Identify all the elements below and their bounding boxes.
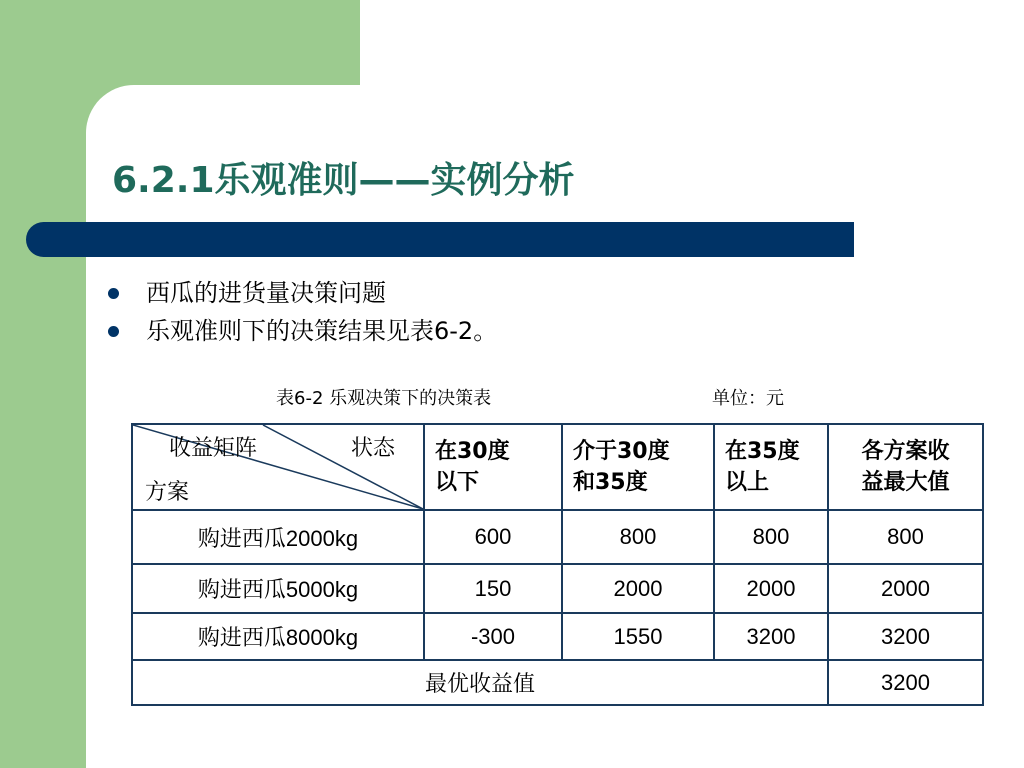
- table-row: [132, 510, 983, 564]
- table-cell: 150: [424, 564, 562, 613]
- table-header-cell: [424, 424, 562, 510]
- table-cell: 2000: [714, 564, 828, 613]
- header-line: 介于30度: [573, 439, 670, 464]
- slide-title: 6.2.1乐观准则——实例分析: [112, 160, 575, 201]
- table-cell: 3200: [828, 613, 983, 660]
- footer-value: 3200: [828, 660, 983, 705]
- header-line: 益最大值: [861, 470, 950, 495]
- header-line: 以下: [435, 470, 480, 495]
- table-caption: 表6-2 乐观决策下的决策表: [276, 388, 492, 409]
- table-header-cell: [714, 424, 828, 510]
- row-label: 购进西瓜5000kg: [132, 564, 424, 613]
- table-cell: 600: [424, 510, 562, 564]
- bullet-text: 乐观准则下的决策结果见表6-2。: [146, 317, 498, 345]
- footer-label: 最优收益值: [132, 660, 828, 705]
- row-label: 购进西瓜2000kg: [132, 510, 424, 564]
- table-header-cell: [562, 424, 714, 510]
- row-label: 购进西瓜8000kg: [132, 613, 424, 660]
- table-header-cell: [828, 424, 983, 510]
- decision-table-wrapper: [131, 423, 982, 704]
- header-line: 在30度: [435, 439, 510, 464]
- corner-matrix-label: 收益矩阵: [169, 436, 258, 461]
- bullet-text: 西瓜的进货量决策问题: [146, 279, 386, 307]
- table-footer-row: [132, 660, 983, 705]
- bullet-dot-icon: [108, 288, 119, 299]
- table-row: [132, 613, 983, 660]
- table-cell: -300: [424, 613, 562, 660]
- header-line: 以上: [725, 470, 770, 495]
- header-line: 在35度: [725, 439, 800, 464]
- bullet-dot-icon: [108, 326, 119, 337]
- bullet-item: [106, 274, 497, 312]
- corner-plan-label: 方案: [145, 480, 190, 505]
- header-line: 和35度: [573, 470, 648, 495]
- table-cell: 1550: [562, 613, 714, 660]
- table-header-row: [132, 424, 983, 510]
- table-unit-label: 单位：元: [712, 388, 784, 409]
- header-line: 各方案收: [861, 439, 950, 464]
- table-row: [132, 564, 983, 613]
- bullet-list: [106, 274, 497, 350]
- table-cell: 3200: [714, 613, 828, 660]
- title-underline-bar: [26, 222, 854, 257]
- bullet-item: [106, 312, 497, 350]
- table-cell: 2000: [562, 564, 714, 613]
- table-corner-cell: [132, 424, 424, 510]
- table-cell: 800: [828, 510, 983, 564]
- table-cell: 800: [562, 510, 714, 564]
- corner-state-label: 状态: [351, 436, 396, 461]
- table-cell: 800: [714, 510, 828, 564]
- table-cell: 2000: [828, 564, 983, 613]
- decision-table: [131, 423, 984, 706]
